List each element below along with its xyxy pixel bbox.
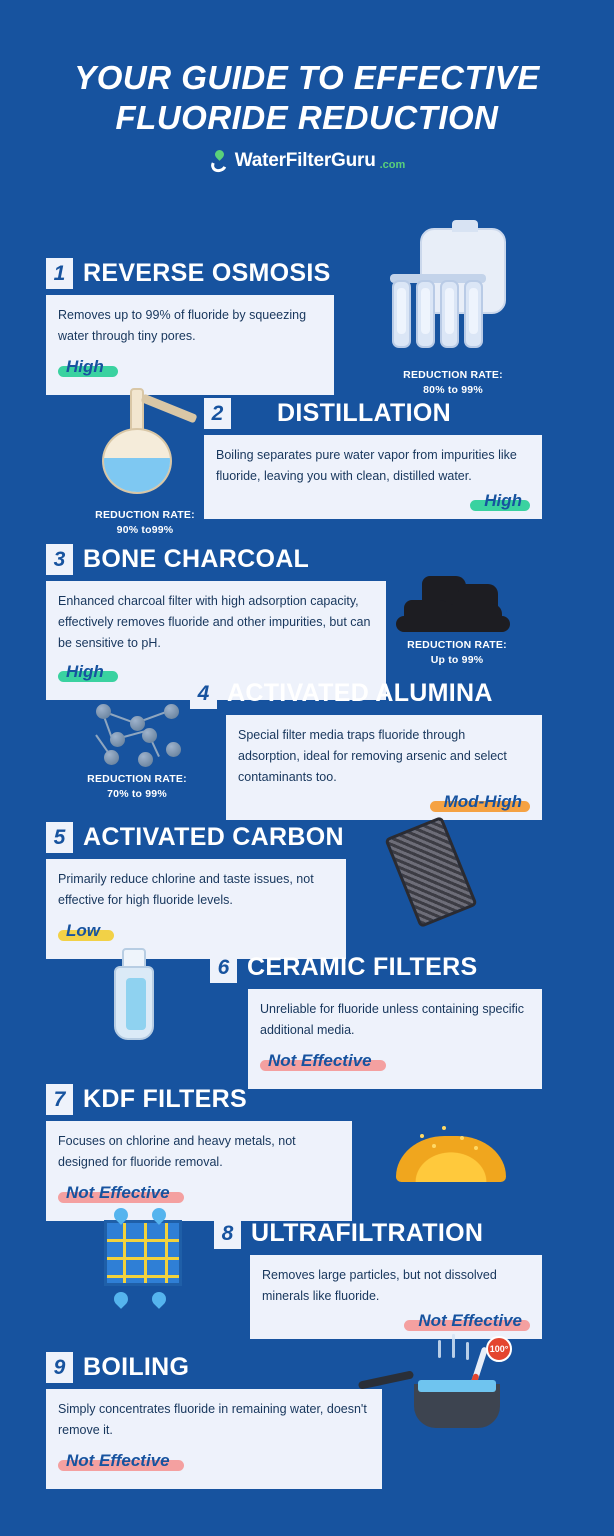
- method-2-heading: [204, 398, 552, 429]
- method-8-rating-label: Not Effective: [418, 1311, 522, 1330]
- method-9: [46, 1352, 396, 1489]
- kdf-granules-icon: [396, 1110, 522, 1182]
- brand-logo: [0, 148, 614, 174]
- method-8-description: Removes large particles, but not dissolved minerals like fluoride.: [262, 1268, 497, 1303]
- method-6-card: [248, 989, 542, 1089]
- method-3-rate-label: REDUCTION RATE:: [407, 639, 507, 651]
- method-4-heading: [190, 678, 556, 709]
- method-3-description: Enhanced charcoal filter with high adsorption capacity, effectively removes fluoride and other impurities, but can be sensitive to pH.: [58, 594, 371, 650]
- method-1-heading: [46, 258, 386, 289]
- method-2-rate: [70, 508, 220, 538]
- page-title: [0, 58, 614, 138]
- method-1-rate-label: REDUCTION RATE:: [403, 369, 503, 381]
- charcoal-pile-icon: [396, 572, 526, 642]
- method-6-number: 6: [210, 952, 237, 983]
- method-4-name: ACTIVATED ALUMINA: [227, 679, 493, 707]
- method-4-rating-label: Mod-High: [443, 792, 522, 811]
- method-6-heading: [210, 952, 550, 983]
- method-3-rate: [392, 638, 522, 668]
- method-8-heading: [214, 1218, 554, 1249]
- method-9-number: 9: [46, 1352, 73, 1383]
- method-2-rate-label: REDUCTION RATE:: [95, 509, 195, 521]
- method-2-description: Boiling separates pure water vapor from impurities like fluoride, leaving you with clean, distilled water.: [216, 448, 517, 483]
- method-9-rating-label: Not Effective: [66, 1451, 170, 1470]
- method-7-description: Focuses on chlorine and heavy metals, not designed for fluoride removal.: [58, 1134, 296, 1169]
- method-2-card: [204, 435, 542, 519]
- method-9-rating: [58, 1449, 184, 1472]
- method-6: [210, 952, 550, 1089]
- method-5-card: [46, 859, 346, 959]
- method-4: [190, 678, 556, 820]
- method-4-rate: [62, 772, 212, 802]
- distillation-flask-icon: [94, 388, 214, 508]
- method-7: [46, 1084, 396, 1221]
- method-7-rating-label: Not Effective: [66, 1183, 170, 1202]
- method-5: [46, 822, 396, 959]
- carbon-block-filter-icon: [394, 818, 514, 936]
- method-2-number: 2: [204, 398, 231, 429]
- method-6-name: CERAMIC FILTERS: [247, 953, 478, 981]
- ceramic-cartridge-icon: [100, 948, 200, 1058]
- method-4-rate-label: REDUCTION RATE:: [87, 773, 187, 785]
- method-3-name: BONE CHARCOAL: [83, 545, 310, 573]
- method-1-rating: [58, 355, 118, 378]
- page-title-line2: FLUORIDE REDUCTION: [115, 99, 499, 136]
- method-4-number: 4: [190, 678, 217, 709]
- reverse-osmosis-system-icon: [392, 228, 512, 368]
- method-5-description: Primarily reduce chlorine and taste issues, not effective for high fluoride levels.: [58, 872, 314, 907]
- method-3-heading: [46, 544, 406, 575]
- method-8: [214, 1218, 554, 1339]
- method-2: [204, 398, 552, 519]
- molecule-lattice-icon: [80, 690, 190, 770]
- method-9-name: BOILING: [83, 1353, 190, 1381]
- method-4-rating: [430, 790, 530, 813]
- method-2-rating-label: High: [484, 491, 522, 510]
- method-2-rating: [470, 489, 530, 512]
- water-drop-icon: [209, 148, 231, 174]
- method-8-card: [250, 1255, 542, 1339]
- method-3-number: 3: [46, 544, 73, 575]
- method-3-rating: [58, 660, 118, 683]
- method-8-number: 8: [214, 1218, 241, 1249]
- method-1-rating-label: High: [66, 357, 104, 376]
- method-3-rate-value: Up to 99%: [430, 654, 484, 666]
- method-1-rate: [388, 368, 518, 398]
- method-5-rating-label: Low: [66, 921, 100, 940]
- method-4-rate-value: 70% to 99%: [107, 788, 167, 800]
- method-1-card: [46, 295, 334, 395]
- brand-suffix: .com: [379, 159, 406, 171]
- method-9-heading: [46, 1352, 396, 1383]
- method-6-rating-label: Not Effective: [268, 1051, 372, 1070]
- method-5-number: 5: [46, 822, 73, 853]
- method-2-name: DISTILLATION: [277, 399, 451, 427]
- temperature-badge: 100°: [486, 1336, 512, 1362]
- method-4-card: [226, 715, 542, 820]
- method-8-rating: [404, 1309, 530, 1332]
- method-7-heading: [46, 1084, 396, 1115]
- method-1-description: Removes up to 99% of fluoride by squeezing water through tiny pores.: [58, 308, 307, 343]
- method-1: [46, 258, 386, 395]
- method-5-rating: [58, 919, 114, 942]
- method-2-rate-value: 90% to99%: [116, 524, 174, 536]
- method-1-number: 1: [46, 258, 73, 289]
- method-6-rating: [260, 1049, 386, 1072]
- method-9-description: Simply concentrates fluoride in remaining water, doesn't remove it.: [58, 1402, 367, 1437]
- method-7-name: KDF FILTERS: [83, 1085, 247, 1113]
- method-8-name: ULTRAFILTRATION: [251, 1219, 484, 1247]
- method-7-number: 7: [46, 1084, 73, 1115]
- page-title-line1: YOUR GUIDE TO EFFECTIVE: [74, 59, 540, 96]
- method-3-rating-label: High: [66, 662, 104, 681]
- method-3: [46, 544, 406, 700]
- method-9-card: [46, 1389, 382, 1489]
- method-5-name: ACTIVATED CARBON: [83, 823, 344, 851]
- method-1-name: REVERSE OSMOSIS: [83, 259, 331, 287]
- method-7-rating: [58, 1181, 184, 1204]
- header: [0, 0, 614, 174]
- brand-name: WaterFilterGuru: [234, 150, 376, 171]
- boiling-pot-icon: [400, 1340, 530, 1460]
- method-5-heading: [46, 822, 396, 853]
- method-4-description: Special filter media traps fluoride through adsorption, ideal for removing arsenic and select contaminants too.: [238, 728, 507, 784]
- method-6-description: Unreliable for fluoride unless containing specific additional media.: [260, 1002, 525, 1037]
- ultrafiltration-membrane-icon: [90, 1206, 210, 1316]
- method-1-rate-value: 80% to 99%: [423, 384, 483, 396]
